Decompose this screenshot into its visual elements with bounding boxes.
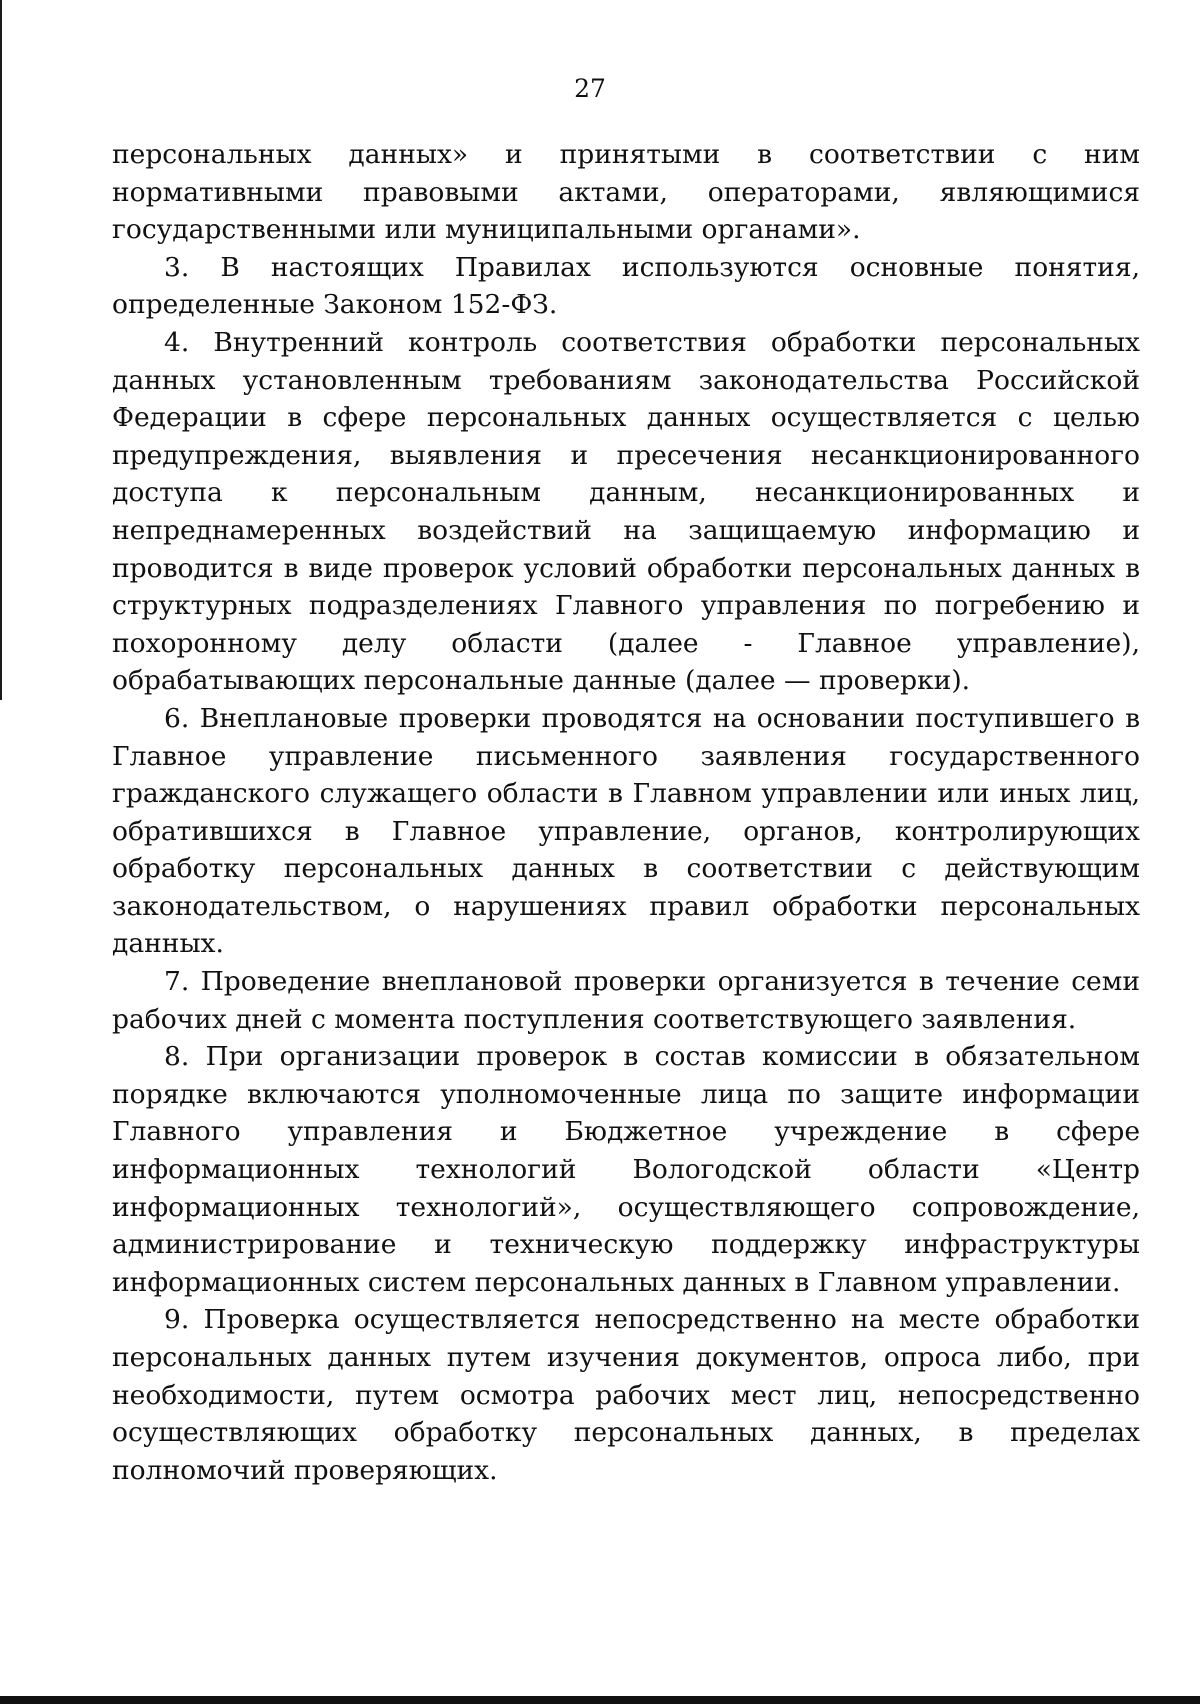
paragraph-4: 4. Внутренний контроль соответствия обработки персональных данных установленным требованиям законодательства Российской Федерации в сфере персональных данных осуществляется с целью предупреждения, выявления и пресечения несанкционированного доступа к персональным данным, несанкционированных и непреднамеренных воздействий на защищаемую информацию и проводится в виде проверок условий обработки персональных данных в структурных подразделениях Главного управления по погребению и похоронному делу области (далее - Главное управление), обрабатывающих персональные данные (далее — проверки). — [112, 326, 1140, 697]
paragraph-6: 6. Внеплановые проверки проводятся на основании поступившего в Главное управление письменного заявления государственного гражданского служащего области в Главном управлении или иных лиц, обратившихся в Главное управление, органов, контролирующих обработку персональных данных в соответствии с действующим законодательством, о нарушениях правил обработки персональных данных. — [112, 702, 1140, 960]
page-number: 27 — [574, 74, 606, 103]
paragraph-continuation: персональных данных» и принятыми в соответствии с ним нормативными правовыми актами, операторами, являющимися государственными или муниципальными органами». — [112, 139, 1140, 246]
scan-bottom-edge — [0, 1696, 1200, 1704]
scan-left-edge — [0, 0, 2, 700]
paragraph-3: 3. В настоящих Правилах используются основные понятия, определенные Законом 152-ФЗ. — [112, 251, 1140, 321]
paragraph-7: 7. Проведение внеплановой проверки организуется в течение семи рабочих дней с момента поступления соответствующего заявления. — [112, 966, 1140, 1035]
paragraph-9: 9. Проверка осуществляется непосредственно на месте обработки персональных данных путем изучения документов, опроса либо, при необходимости, путем осмотра рабочих мест лиц, непосредственно осуществляющих обработку персональных данных, в пределах полномочий проверяющих. — [112, 1304, 1140, 1486]
document-body — [112, 136, 1140, 1489]
paragraph-8: 8. При организации проверок в состав комиссии в обязательном порядке включаются уполномоченные лица по защите информации Главного управления и Бюджетное учреждение в сфере информационных технологий Вологодской области «Центр информационных технологий», осуществляющего сопровождение, администрирование и техническую поддержку инфраструктуры информационных систем персональных данных в Главном управлении. — [112, 1041, 1140, 1298]
